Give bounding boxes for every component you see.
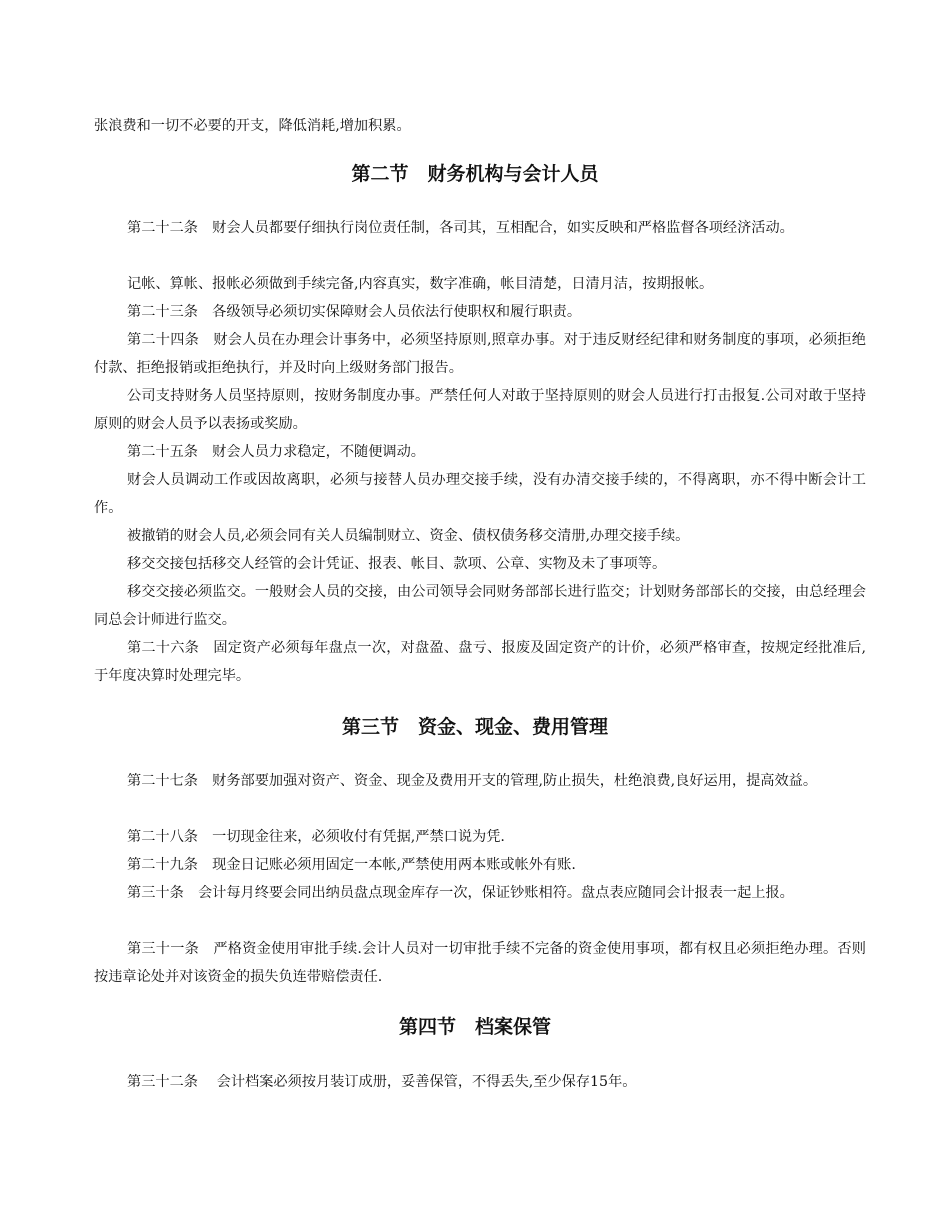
section-heading-3: 第三节 资金、现金、费用管理 bbox=[341, 716, 608, 738]
article-31: 第三十一条 严格资金使用审批手续.会计人员对一切审批手续不完备的资金使用事项，都有权且必须拒绝办理。否则按违章论处并对该资金的损失负连带赔偿责任. bbox=[94, 941, 866, 985]
article-22-para-2: 记帐、算帐、报帐必须做到手续完备,内容真实，数字准确，帐目清楚，日清月洁，按期报帐。 bbox=[127, 276, 714, 292]
section-heading-4: 第四节 档案保管 bbox=[398, 1016, 551, 1038]
article-25-para-4: 移交交接包括移交人经管的会计凭证、报表、帐目、款项、公章、实物及未了事项等。 bbox=[127, 556, 667, 572]
article-25-para-3: 被撤销的财会人员,必须会同有关人员编制财立、资金、债权债务移交清册,办理交接手续。 bbox=[127, 528, 690, 544]
article-23: 第二十三条 各级领导必须切实保障财会人员依法行使职权和履行职责。 bbox=[127, 304, 582, 320]
article-30: 第三十条 会计每月终要会同出纳员盘点现金库存一次，保证钞账相符。盘点表应随同会计报表一起上报。 bbox=[127, 885, 794, 901]
section-heading-2: 第二节 财务机构与会计人员 bbox=[351, 163, 599, 185]
article-27: 第二十七条 财务部要加强对资产、资金、现金及费用开支的管理,防止损失，杜绝浪费,良好运用，提高效益。 bbox=[127, 773, 818, 789]
article-24: 第二十四条 财会人员在办理会计事务中，必须坚持原则,照章办事。对于违反财经纪律和财务制度的事项，必须拒绝付款、拒绝报销或拒绝执行，并及时向上级财务部门报告。 bbox=[94, 332, 866, 376]
article-32: 第三十二条 会计档案必须按月装订成册，妥善保管，不得丢失,至少保存15年。 bbox=[127, 1074, 637, 1090]
article-24-para-2: 公司支持财务人员坚持原则，按财务制度办事。严禁任何人对敢于坚持原则的财会人员进行打击报复.公司对敢于坚持原则的财会人员予以表扬或奖励。 bbox=[94, 388, 866, 432]
article-22: 第二十二条 财会人员都要仔细执行岗位责任制，各司其，互相配合，如实反映和严格监督各项经济活动。 bbox=[127, 220, 794, 236]
article-26: 第二十六条 固定资产必须每年盘点一次，对盘盈、盘亏、报废及固定资产的计价，必须严格审查，按规定经批准后,于年度决算时处理完毕。 bbox=[94, 640, 866, 684]
paragraph-intro: 张浪费和一切不必要的开支，降低消耗,增加积累。 bbox=[94, 118, 411, 134]
article-25: 第二十五条 财会人员力求稳定，不随便调动。 bbox=[127, 444, 425, 460]
article-29: 第二十九条 现金日记账必须用固定一本帐,严禁使用两本账或帐外有账. bbox=[127, 857, 576, 873]
article-25-para-2: 财会人员调动工作或因故离职，必须与接替人员办理交接手续，没有办清交接手续的，不得离职，亦不得中断会计工作。 bbox=[94, 472, 866, 516]
article-28: 第二十八条 一切现金往来，必须收付有凭据,严禁口说为凭. bbox=[127, 829, 505, 845]
article-25-para-5: 移交交接必须监交。一般财会人员的交接，由公司领导会同财务部部长进行监交；计划财务部部长的交接，由总经理会同总会计师进行监交。 bbox=[94, 584, 866, 628]
